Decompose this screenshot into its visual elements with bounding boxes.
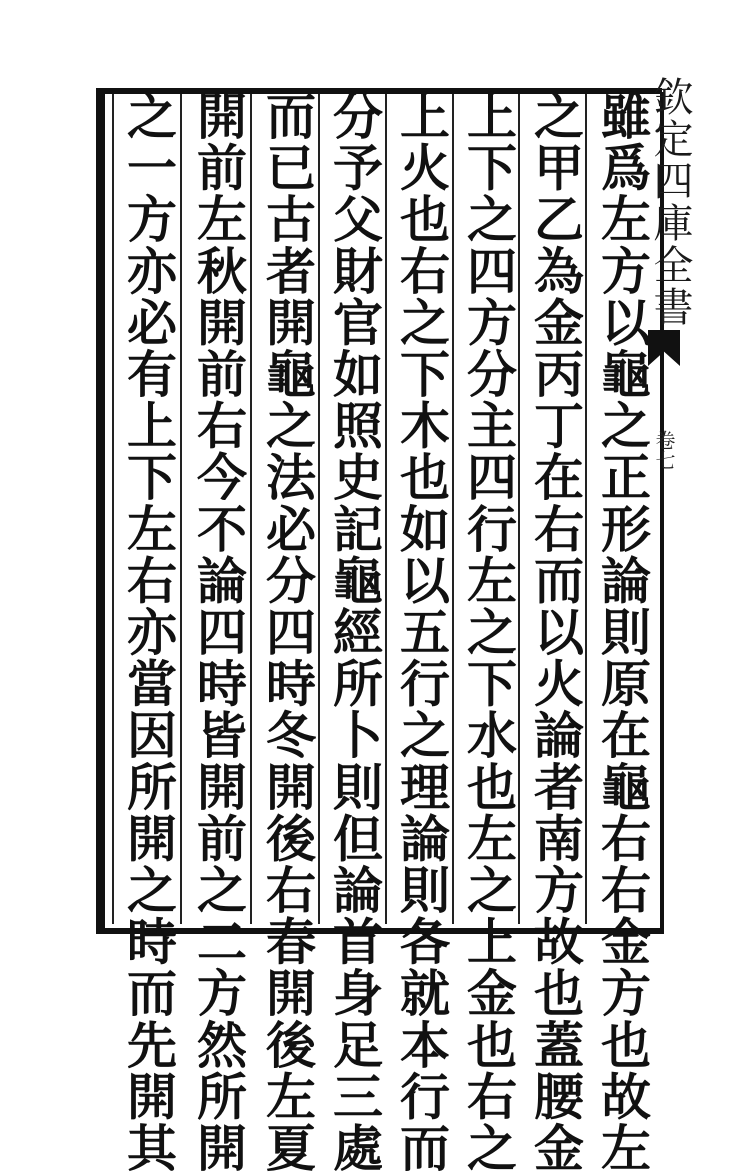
fishtail-mark: [648, 330, 680, 366]
column-divider: [180, 94, 182, 924]
frame-inner-line: [112, 94, 114, 924]
text-column-1: 雖爲左方以龜之正形論則原在龜右右金方也故左: [593, 90, 652, 1174]
text-column-5: 分予父財官如照史記龜經所卜則但論首身足三處: [325, 90, 384, 1174]
text-column-8: 之一方亦必有上下左右亦當因所開之時而先開其: [119, 90, 178, 1174]
column-divider: [250, 94, 252, 924]
margin-title: 欽定四庫全書: [647, 76, 693, 328]
column-divider: [318, 94, 320, 924]
text-column-6: 而已古者開龜之法必分四時冬開後右春開後左夏: [258, 90, 317, 1174]
column-divider: [585, 94, 587, 924]
text-column-4: 上火也右之下木也如以五行之理論則各就本行而: [392, 90, 451, 1174]
text-column-3: 上下之四方分主四行左之下水也左之上金也右之: [459, 90, 518, 1174]
column-divider: [452, 94, 454, 924]
margin-juan-label: 卷七: [652, 430, 676, 470]
column-divider: [518, 94, 520, 924]
text-column-2: 之甲乙為金丙丁在右而以火論者南方故也蓋腰金: [526, 90, 585, 1174]
text-column-7: 開前左秋開前右今不論四時皆開前之二方然所開: [189, 90, 248, 1174]
column-divider: [385, 94, 387, 924]
